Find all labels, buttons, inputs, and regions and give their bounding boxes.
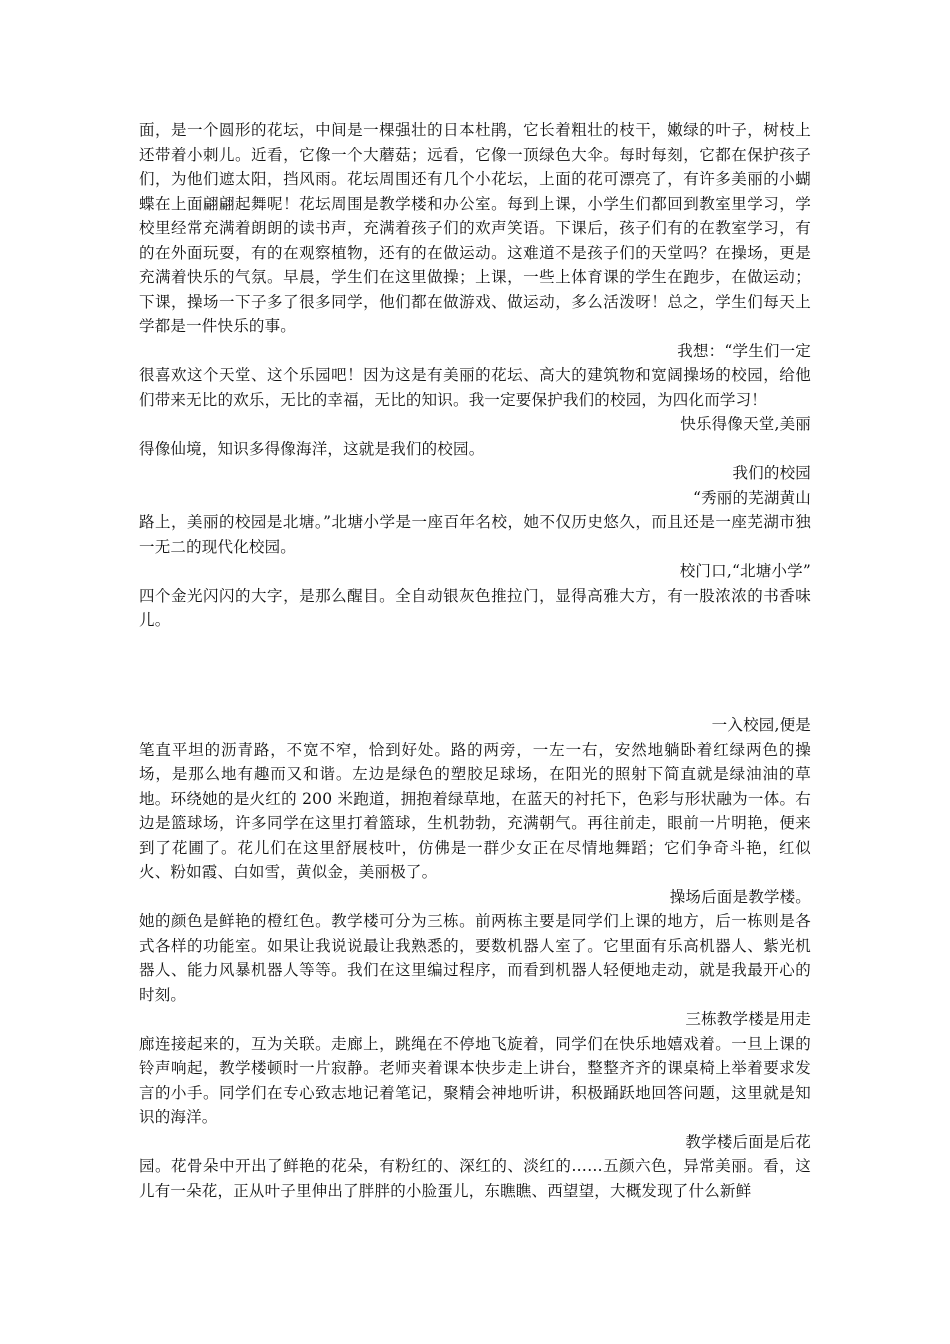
paragraph-body: 路上，美丽的校园是北塘。”北塘小学是一座百年名校，她不仅历史悠久，而且还是一座芜湖市独一无二的现代化校园。 xyxy=(139,513,811,556)
paragraph-lead-line: 一入校园,便是 xyxy=(711,716,811,734)
paragraph-lead-line: 校门口,“北塘小学” xyxy=(679,562,811,580)
paragraph-lead-line: 教学楼后面是后花 xyxy=(685,1132,811,1151)
paragraph-body: 笔直平坦的沥青路，不宽不窄，恰到好处。路的两旁，一左一右，安然地躺卧着红绿两色的操场，是那么地有趣而又和谐。左边是绿色的塑胶足球场，在阳光的照射下简直就是绿油油的草地。环绕她的是火红的 200 米跑道，拥抱着绿草地，在蓝天的衬托下，色彩与形状融为一体。右边是篮球场，许多同学在这里打着篮球，生机勃勃，充满朝气。再往前走，眼前一片明艳，便来到了花圃了。花儿们在这里舒展枝叶，仿佛是一群少女正在尽情地舞蹈；它们争奇斗艳，红似火、粉如霞、白如雪，黄似金，美丽极了。 xyxy=(139,740,811,881)
paragraph-lead-line: 操场后面是教学楼。 xyxy=(669,887,811,906)
paragraph-body: 园。花骨朵中开出了鲜艳的花朵，有粉红的、深红的、淡红的……五颜六色，异常美丽。看，这儿有一朵花，正从叶子里伸出了胖胖的小脸蛋儿，东瞧瞧、西望望，大概发现了什么新鲜 xyxy=(139,1157,811,1200)
text-section-top xyxy=(139,118,811,633)
paragraph-body: 廊连接起来的，互为关联。走廊上，跳绳在不停地飞旋着，同学们在快乐地嬉戏着。一旦上课的铃声响起，教学楼顿时一片寂静。老师夹着课本快步走上讲台，整整齐齐的课桌椅上举着要求发言的小手。同学们在专心致志地记着笔记，聚精会神地听讲，积极踊跃地回答问题，这里就是知识的海洋。 xyxy=(139,1034,811,1126)
text-section-bottom xyxy=(139,713,811,1203)
paragraph-lead-line: 三栋教学楼是用走 xyxy=(685,1010,811,1028)
paragraph-body: 面，是一个圆形的花坛，中间是一棵强壮的日本杜鹃，它长着粗壮的枝干，嫩绿的叶子，树枝上还带着小刺儿。近看，它像一个大蘑菇；远看，它像一顶绿色大伞。每时每刻，它都在保护孩子们，为他们遮太阳，挡风雨。花坛周围还有几个小花坛，上面的花可漂亮了，有许多美丽的小蝴蝶在上面翩翩起舞呢！花坛周围是教学楼和办公室。每到上课，小学生们都回到教室里学习，学校里经常充满着朗朗的读书声，充满着孩子们的欢声笑语。下课后，孩子们有的在教室学习，有的在外面玩耍，有的在观察植物，还有的在做运动。这难道不是孩子们的天堂吗？在操场，更是充满着快乐的气氛。早晨，学生们在这里做操；上课，一些上体育课的学生在跑步，在做运动；下课，操场一下子多了很多同学，他们都在做游戏、做运动，多么活泼呀！总之，学生们每天上学都是一件快乐的事。 xyxy=(139,121,811,335)
paragraph-body: 得像仙境，知识多得像海洋，这就是我们的校园。 xyxy=(139,439,485,458)
paragraph-lead-line: 我们的校园 xyxy=(732,464,811,482)
paragraph-lead-line: 快乐得像天堂,美丽 xyxy=(680,415,811,433)
paragraph-body: 她的颜色是鲜艳的橙红色。教学楼可分为三栋。前两栋主要是同学们上课的地方，后一栋则是各式各样的功能室。如果让我说说最让我熟悉的，要数机器人室了。它里面有乐高机器人、紫光机器人、能力风暴机器人等等。我们在这里编过程序，而看到机器人轻便地走动，就是我最开心的时刻。 xyxy=(139,912,811,1004)
paragraph-body: 四个金光闪闪的大字，是那么醒目。全自动银灰色推拉门，显得高雅大方，有一股浓浓的书香味儿。 xyxy=(139,586,811,629)
paragraph-body: 很喜欢这个天堂、这个乐园吧！因为这是有美丽的花坛、高大的建筑物和宽阔操场的校园，给他们带来无比的欢乐，无比的幸福，无比的知识。我一定要保护我们的校园，为四化而学习！ xyxy=(139,366,811,409)
paragraph-lead-line: “秀丽的芜湖黄山 xyxy=(692,488,811,507)
paragraph-lead-line: 我想：“学生们一定 xyxy=(677,341,811,360)
